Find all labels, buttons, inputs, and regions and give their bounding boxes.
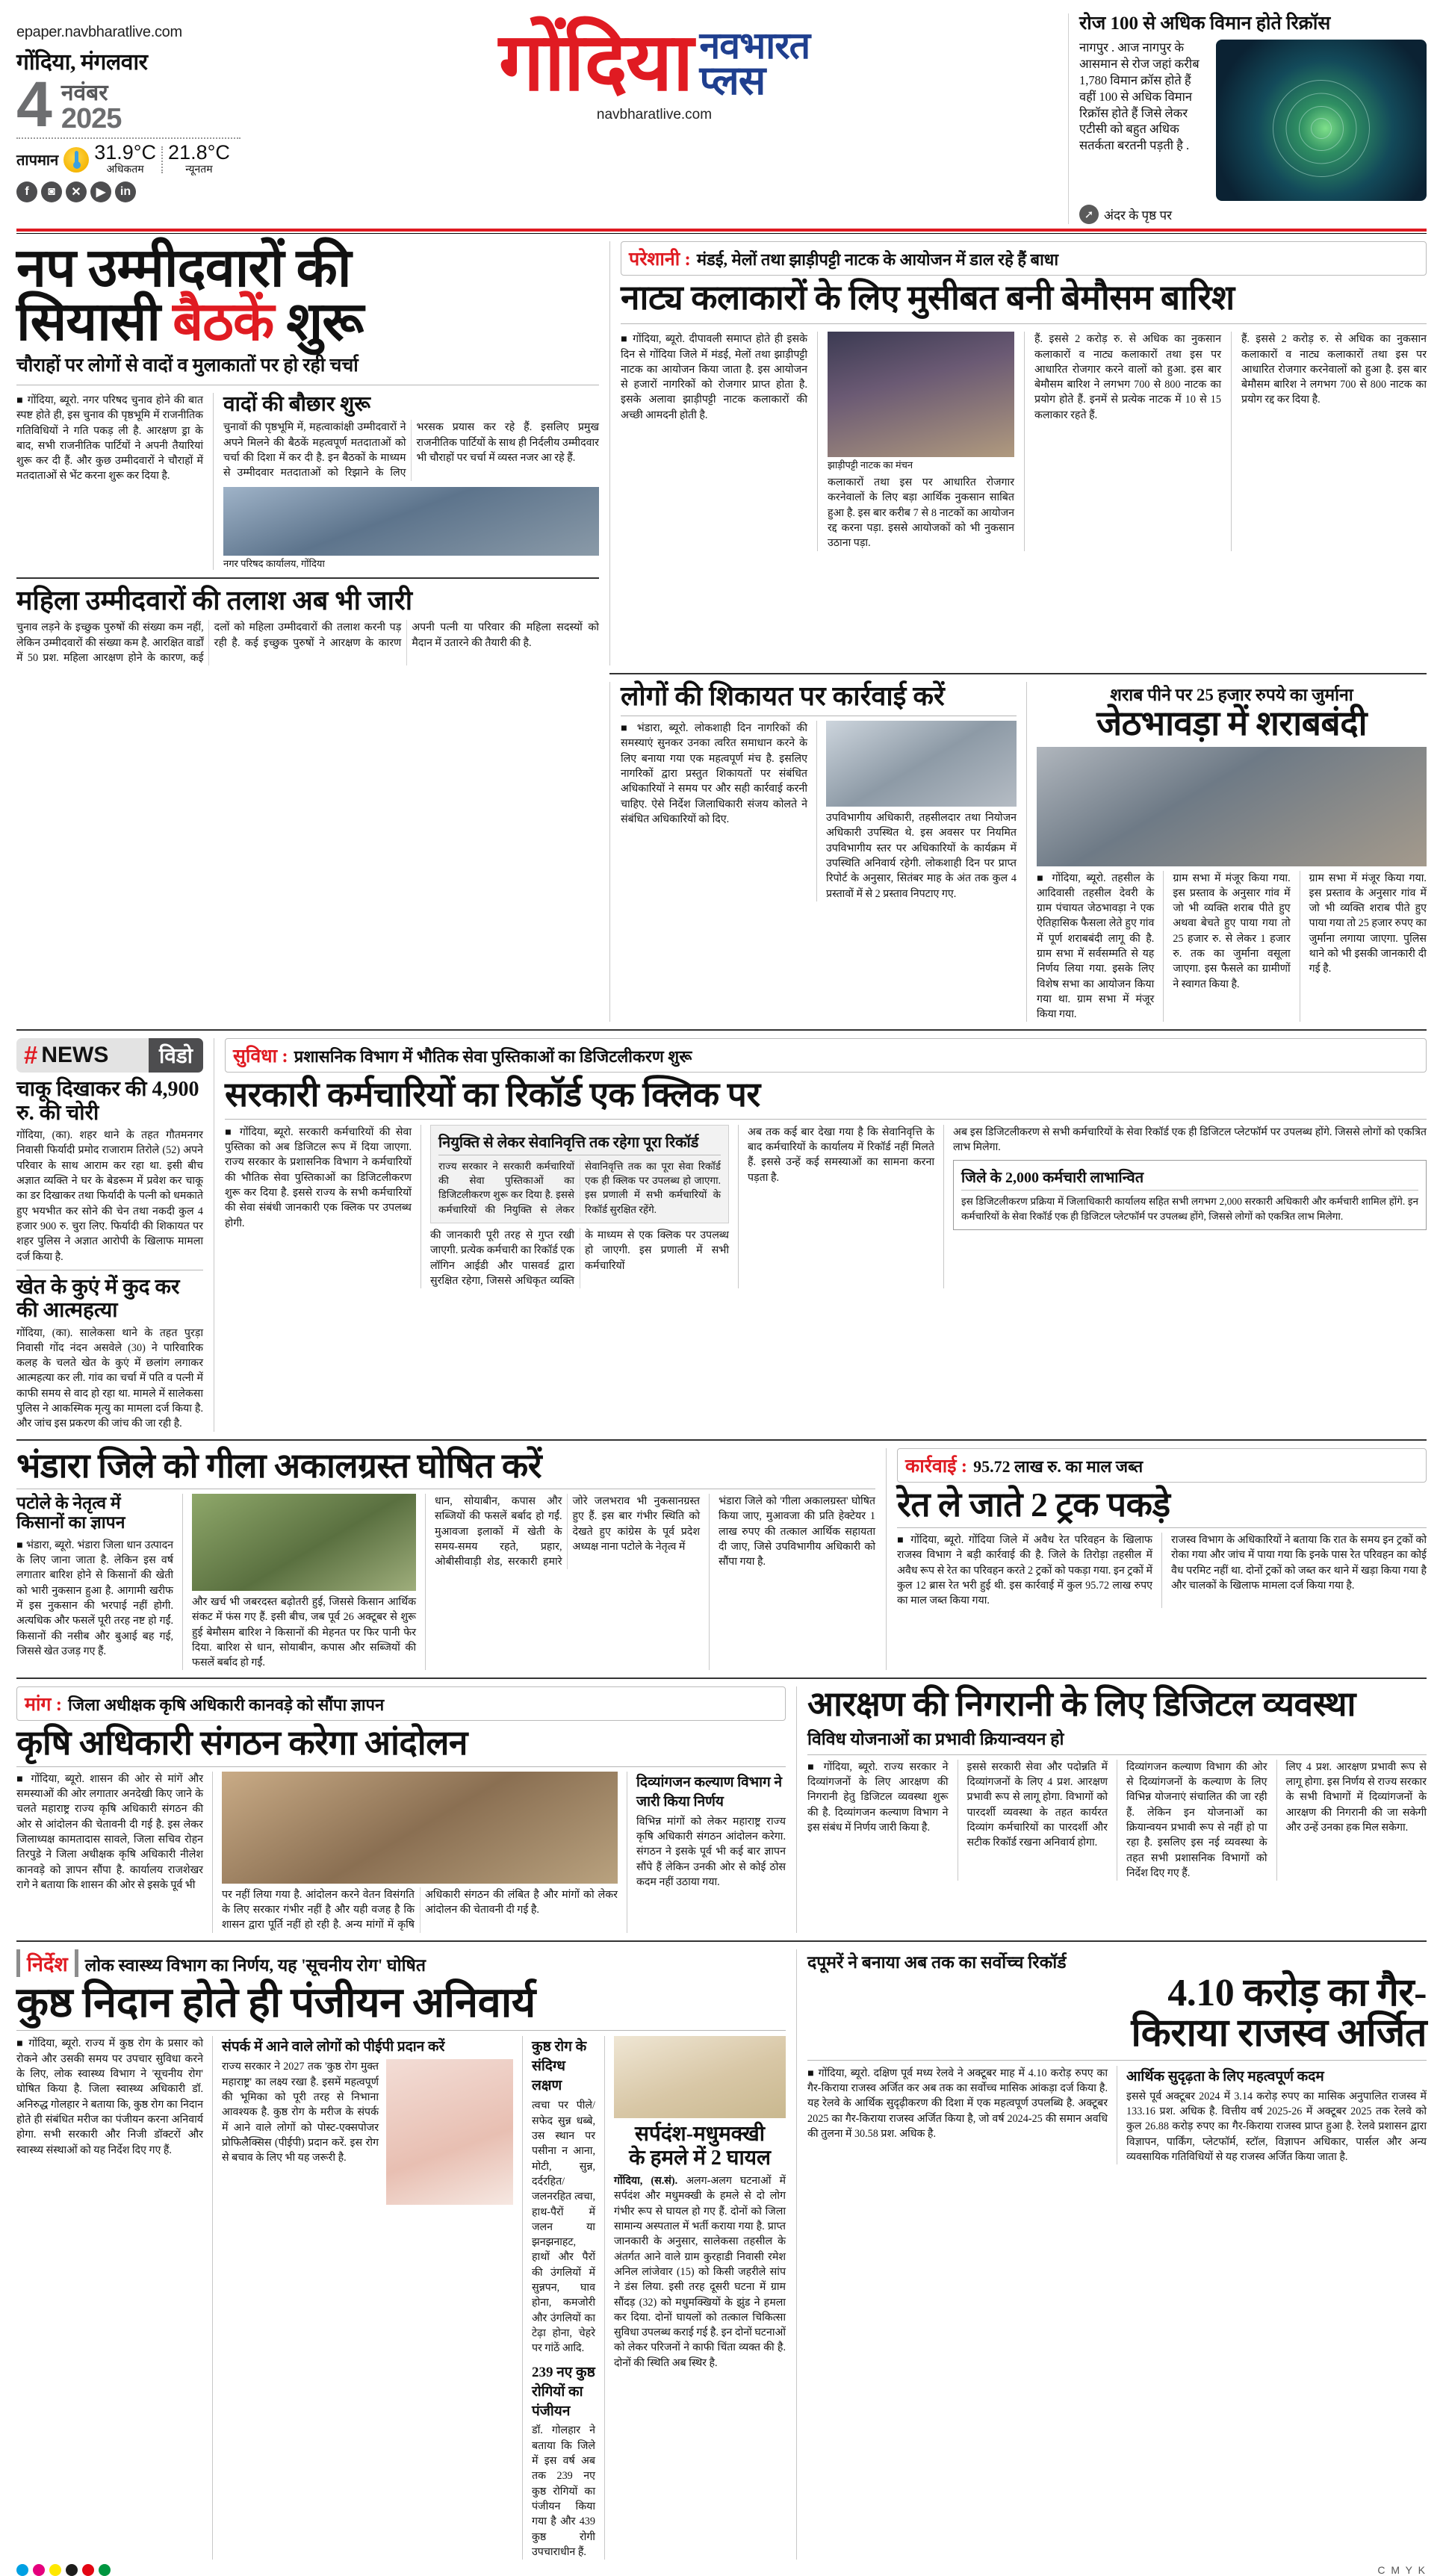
- complaint-col2: उपविभागीय अधिकारी, तहसीलदार तथा नियोजन अधिकारी उपस्थित थे. इस अवसर पर नियमित उपविभागीय स्तर पर अधिकारियों के कार्यक्रम में उपस्थिति अनिवार्य रहेगी. लोकशाही दिन पर प्राप्त रिपोर्ट के अनुसार, सितंबर माह के अंत तक कुल 4 प्रस्तावों में से 2 प्रस्ताव निपटाए गए.: [826, 812, 1017, 900]
- liquor-kicker: शराब पीने पर 25 हजार रुपये का जुर्माना: [1110, 686, 1353, 705]
- dr-col4: अब इस डिजिटलीकरण से सभी कर्मचारियों के सेवा रिकॉर्ड एक ही डिजिटल प्लेटफॉर्म पर उपलब्ध होंगे. जिससे लोगों को एकत्रित लाभ मिलेगा.: [953, 1126, 1427, 1154]
- railway-headline-line1: 4.10 करोड़ का गैर-: [1167, 1971, 1427, 2014]
- news-video-badge[interactable]: [16, 1038, 203, 1073]
- liquor-headline: जेठभावड़ा में शराबबंदी: [1096, 704, 1368, 743]
- drama-col-3: [1034, 332, 1221, 550]
- x-twitter-icon[interactable]: ✕: [66, 181, 87, 202]
- lead-headline-line1: नप उम्मीदवारों की: [16, 238, 351, 298]
- officials-meeting-photo: [826, 721, 1017, 807]
- reservation-deck: विविध योजनाओं का प्रभावी क्रियान्वयन हो: [807, 1729, 1064, 1748]
- leprosy-headline: कुष्ठ निदान होते ही पंजीयन अनिवार्य: [16, 1979, 536, 2026]
- lead-headline-line2c: शुरू: [273, 292, 364, 352]
- lead-story: [16, 238, 599, 665]
- footer-bar: [16, 2560, 1427, 2576]
- bhandara-col2: और खर्च भी जबरदस्त बढ़ोतरी हुई, जिससे किसान आर्थिक संकट में फंस गए हैं. इसी बीच, जब पूर्व 26 अक्टूबर से शुरू हुई बेमौसम बारिश ने किसानों की मेहनत पर फिर पानी फेर दिया. बारिश से धान, सोयाबीन, कपास और सब्जियों की फसलें बर्बाद हो गईं.: [192, 1595, 416, 1669]
- news-label: NEWS: [41, 1043, 109, 1068]
- nv-item2-body: गोंदिया, (का). सालेकसा थाने के तहत पुरड़ा निवासी गोंद नंदन असवेले (30) ने पारिवारिक कलह के चलते खेत के कुएं में छलांग लगाकर आत्महत्या कर ली. गांव का चर्चा में पति व पत्नी में काफी समय से वाद हो रहा था. मामले में सालेकसा पुलिस ने आकस्मिक मृत्यु का मामला दर्ज किया है. और जांच इस प्रकरण की जांच की जा रही है.: [16, 1326, 203, 1430]
- temp-max-value: 31.9°C: [94, 141, 157, 164]
- railway-kicker: दपूमरें ने बनाया अब तक का सर्वोच्च रिकॉर्ड: [807, 1952, 1067, 1972]
- railway-story: [807, 1949, 1427, 2560]
- lead-headline: [16, 238, 599, 352]
- youtube-icon[interactable]: ▶: [90, 181, 111, 202]
- digital-record-story: [225, 1038, 1427, 1431]
- drama-col1-text: ■ गोंदिया, ब्यूरो. दीपावली समाप्त होते ही इसके दिन से गोंदिया जिले में मंडई, मेलों तथा झाड़ीपट्टी नाटक का आयोजन किया जाता है. इस आयोजन से हजारों नागरिकों को रोजगार प्राप्त होता है. इसके अलावा झाड़ीपट्टी नाटक कलाकारों की अच्छी आमदनी होती है.: [621, 333, 807, 421]
- dr-box-body: राज्य सरकार ने सरकारी कर्मचारियों की सेवा पुस्तिकाओं का डिजिटलीकरण शुरू कर दिया है. इससे कर्मचारियों की नियुक्ति से लेकर सेवानिवृत्ति तक का पूरा सेवा रिकॉर्ड एक ही क्लिक पर उपलब्ध हो जाएगा. इस प्रणाली में सभी कर्मचारियों के रिकॉर्ड सुरक्षित रहेंगे.: [438, 1160, 721, 1215]
- sand-kicker-text: 95.72 लाख रु. का माल जब्त: [973, 1456, 1143, 1476]
- bhandara-headline: भंडारा जिले को गीला अकालग्रस्त घोषित करें: [16, 1446, 542, 1485]
- dr-info-box: [430, 1125, 729, 1223]
- dr-col1: ■ गोंदिया, ब्यूरो. सरकारी कर्मचारियों की सेवा पुस्तिका को अब डिजिटल रूप में दिया जाएगा. राज्य सरकार के प्रशासनिक विभाग ने कर्मचारियों की भौतिक सेवा पुस्तिकाओं का डिजिटलीकरण शुरू कर दिया है. इससे राज्य के सभी कर्मचारियों की सेवा संबंधी जानकारी एक क्लिक पर उपलब्ध होगी.: [225, 1126, 412, 1229]
- social-links: [16, 181, 241, 202]
- drama-kicker-text: मंडई, मेलों तथा झाड़ीपट्टी नाटक के आयोजन में डाल रहे हैं बाधा: [696, 250, 1059, 269]
- dr-col2: की जानकारी पूरी तरह से गुप्त रखी जाएगी. प्रत्येक कर्मचारी का रिकॉर्ड एक लॉगिन आईडी और पासवर्ड द्वारा सुरक्षित रहेगा, जिससे अधिकृत व्यक्ति के माध्यम से एक क्लिक पर उपलब्ध हो जाएगी. इस प्रणाली में सभी कर्मचारियों: [430, 1229, 729, 1287]
- drama-col-4: [1241, 332, 1427, 550]
- leprosy-col1: ■ गोंदिया, ब्यूरो. राज्य में कुष्ठ रोग के प्रसार को रोकने और उसकी समय पर उपचार सुविधा करने के लिए, लोक स्वास्थ्य विभाग ने 'सूचनीय रोग' घोषित किया है. जिला स्वास्थ्य अधिकारी डॉ. अनिरुद्ध गोलहार ने बताया कि, कुष्ठ रोग का निदान होते ही संबंधित मरीज का पंजीयन करना अनिवार्य होगा. सभी सरकारी और निजी डॉक्टरों और स्वास्थ्य संस्थाओं को यह निर्देश दिए गए हैं.: [16, 2037, 203, 2156]
- res-col1: ■ गोंदिया, ब्यूरो. राज्य सरकार ने दिव्यांगजनों के लिए आरक्षण की निगरानी हेतु डिजिटल व्यवस्था शुरू की है. दिव्यांगजन कल्याण विभाग ने इस संबंध में निर्णय जारी किया है.: [807, 1760, 949, 1834]
- bhandara-col1: ■ भंडारा, ब्यूरो. भंडारा जिला धान उत्पादन के लिए जाना जाता है. लेकिन इस वर्ष लगातार बारिश होने से किसानों की खेती को भारी नुकसान हुआ है. आगामी खरीफ में इस नुकसान की भरपाई नहीं होगी. अत्यधिक और फसलें पूरी तरह नष्ट हो गईं. किसानों की नसीब और बुआई बह गई, जिससे खेत उजड़ गए हैं.: [16, 1539, 173, 1657]
- thermometer-icon: [63, 147, 89, 173]
- sand-kicker-tag: कार्रवाई :: [905, 1456, 968, 1477]
- color-registration-dots: [16, 2564, 111, 2576]
- dr-headline: सरकारी कर्मचारियों का रिकॉर्ड एक क्लिक पर: [225, 1076, 760, 1114]
- sand-story: [897, 1448, 1427, 1671]
- complaint-headline: लोगों की शिकायत पर कार्रवाई करें: [621, 681, 945, 712]
- res-col4: लिए 4 प्रश. आरक्षण प्रभावी रूप से लागू होगा. इस निर्णय से राज्य सरकार के सभी विभागों में दिव्यांगजनों के आरक्षण की निगरानी की जा सकेगी और उन्हें उनका हक मिल सकेगा.: [1285, 1760, 1427, 1834]
- agri-col2: पर नहीं लिया गया है. आंदोलन करने वेतन विसंगति के लिए सरकार गंभीर नहीं है और यही वजह है कि शासन द्वारा पूर्ति नहीं हो रही है. अन्य मांगों में कृषि अधिकारी संगठन की लंबित है और मांगों को लेकर आंदोलन की चेतावनी दी गई है.: [222, 1888, 618, 1931]
- temperature-label: तापमान: [16, 152, 59, 169]
- date-year: 2025: [60, 103, 122, 134]
- reservation-story: [807, 1686, 1427, 1932]
- nv-item1-body: गोंदिया, (का). शहर थाने के तहत गौतमनगर निवासी फिर्यादी प्रमोद राजाराम तिरोले (52) अपने परिवार के साथ आराम कर रहा था. इसी बीच अज्ञात व्यक्ति ने घर के बेडरूम में प्रवेश कर चाकू का डर दिखाकर तथा फिर्यादी के पत्नी को धमकाते हुए भयभीत कर सोने की चेन तथा नकदी कुल 4 हजार 900 रु. चुरा लिए. फिर्यादी की शिकायत पर शहर पुलिस ने अज्ञात आरोपी के खिलाफ मामला दर्ज किया है.: [16, 1129, 203, 1263]
- bees-swarm-photo: [614, 2036, 786, 2118]
- leprosy-kicker: [16, 1949, 786, 1977]
- leprosy-pep-head: संपर्क में आने वाले लोगों को पीईपी प्रदान करें: [222, 2039, 445, 2055]
- promo-box[interactable]: [1068, 13, 1427, 224]
- leprosy-stat-body: डॉ. गोलहार ने बताया कि जिले में इस वर्ष अब तक 239 नए कुष्ठ रोगियों का पंजीयन किया गया है और 439 कुष्ठ रोगी उपचाराधीन हैं.: [532, 2424, 595, 2558]
- dot-red: [82, 2564, 94, 2576]
- row-two: [16, 682, 1427, 1022]
- lead-sub2-body: चुनाव लड़ने के इच्छुक पुरुषों की संख्या कम नहीं, लेकिन उम्मीदवारों की संख्या कम है. आरक्षित वार्डों में 50 प्रश. महिला आरक्षण होने के कारण, कई दलों को महिला उम्मीदवारों की तलाश करनी पड़ रही है. कई इच्छुक पुरुषों ने आरक्षण के कारण अपनी पत्नी या परिवार की महिला सदस्यों को मैदान में उतारने की तैयारी की है.: [16, 621, 599, 664]
- nv-item2-head: खेत के कुएं में कुद कर की आत्महत्या: [16, 1275, 180, 1323]
- temp-min-label: न्यूनतम: [185, 164, 213, 176]
- leprosy-symptoms-head: कुष्ठ रोग के संदिग्ध लक्षण: [532, 2039, 587, 2094]
- divider-vertical: [161, 146, 163, 173]
- news-video-sidebar: [16, 1038, 203, 1431]
- lead-headline-line2a: सियासी: [16, 292, 173, 352]
- lead-sub1-head: वादों की बौछार शुरू: [223, 393, 371, 416]
- sand-kicker: [897, 1448, 1427, 1483]
- lead-col-1: [16, 393, 203, 570]
- res-col3: दिव्यांगजन कल्याण विभाग की ओर से दिव्यांगजनों के कल्याण के लिए विभिन्न योजनाएं संचालित की जा रही हैं. लेकिन इन योजनाओं का क्रियान्वयन प्रभावी रूप से नहीं हो पा रहा है. इसलिए इस नई व्यवस्था के तहत सभी प्रशासनिक विभागों को निर्देश दिए गए हैं.: [1126, 1760, 1267, 1879]
- bhandara-story: [16, 1448, 875, 1671]
- memorandum-handover-photo: [222, 1772, 618, 1884]
- temperature-block: [16, 143, 241, 176]
- railway-headline: [807, 1973, 1427, 2055]
- agri-col1: ■ गोंदिया, ब्यूरो. शासन की ओर से मांगें और समस्याओं की ओर लगातार अनदेखी किए जाने के चलते महाराष्ट्र राज्य कृषि अधिकारी संगठन की ओर से आंदोलन की चेतावनी दी गई है. इस लेकर जिलाध्यक्ष कामतादास सावले, जिला सचिव रोहन तिरपुडे ने जिला अधीक्षक कृषि अधिकारी नीलेश कानवड़े को ज्ञापन सौंपा है. कार्यालय राजशेखर रागे ने बताया कि शासन की ओर से इसके पूर्व भी: [16, 1772, 203, 1891]
- dr-box-head: नियुक्ति से लेकर सेवानिवृत्ति तक रहेगा पूरा रिकॉर्ड: [438, 1132, 721, 1155]
- row-three: [16, 1038, 1427, 1431]
- dot-cyan: [16, 2564, 28, 2576]
- drama-photo-caption: झाड़ीपट्टी नाटक का मंचन: [828, 459, 913, 471]
- dr-kicker-tag: सुविधा :: [233, 1046, 288, 1067]
- drama-photo-col: [828, 332, 1014, 550]
- lead-headline-highlight: बैठकें: [173, 292, 274, 352]
- drama-kicker: [621, 241, 1427, 276]
- snakebite-headline-line1: सर्पदंश-मधुमक्खी: [634, 2123, 766, 2147]
- promo-headline: रोज 100 से अधिक विमान होते रिक्रॉस: [1079, 13, 1331, 34]
- epaper-url[interactable]: epaper.navbharatlive.com: [16, 24, 182, 40]
- hand-skin-patch-illustration: [386, 2059, 513, 2205]
- leprosy-pep-body: राज्य सरकार ने 2027 तक 'कुष्ठ रोग मुक्त महाराष्ट्र' का लक्ष्य रखा है. इसमें महत्वपूर्ण की भूमिका को पूरी तरह से निभाना आवश्यक है. कुष्ठ रोग के मरीज के संपर्क में आने वाले लोगों को पोस्ट-एक्सपोजर प्रोफिलैक्सिस (पीईपी) प्रदान करें. इस रोग से बचाव के लिए भी यह जरूरी है.: [222, 2061, 379, 2164]
- drama-kicker-tag: परेशानी :: [629, 249, 691, 270]
- bhandara-deck: [16, 1494, 173, 1533]
- cs-box-body: इस डिजिटलीकरण प्रक्रिया में जिलाधिकारी कार्यालय सहित सभी लगभग 2,000 सरकारी अधिकारी और कर्मचारी शामिल होंगे. इन कर्मचारियों के सेवा रिकॉर्ड एक ही डिजिटल प्लेटफॉर्म पर उपलब्ध होंगे, जिससे लोगों को एकत्रित लाभ मिलेगा.: [961, 1196, 1418, 1222]
- dr-kicker: [225, 1038, 1427, 1073]
- row-five: [16, 1686, 1427, 1932]
- instagram-icon[interactable]: ◙: [41, 181, 62, 202]
- snakebite-headline: [614, 2123, 786, 2170]
- facebook-icon[interactable]: f: [16, 181, 37, 202]
- city-weekday: गोंदिया, मंगलवार: [16, 50, 148, 75]
- temp-max-label: अधिकतम: [106, 164, 144, 176]
- row-lead: [16, 238, 1427, 665]
- row-two-right: [621, 682, 1427, 1022]
- dot-black: [66, 2564, 78, 2576]
- snakebite-dateline: गोंदिया, (स.सं).: [614, 2175, 678, 2188]
- leprosy-symptoms-body: त्वचा पर पीले/सफेद सुन्न धब्बे, उस स्थान पर पसीना न आना, मोटी, सुन्न, दर्दरहित/जलनरहित त्वचा, हाथ-पैरों में जलन या झनझनाहट, हाथों और पैरों की उंगलियों में सुन्नपन, घाव होना, कमजोरी और उंगलियों का टेढ़ा होना, चेहरे पर गांठें आदि.: [532, 2099, 595, 2355]
- drama-story: [621, 241, 1427, 665]
- res-col2: इससे सरकारी सेवा और पदोन्नति में दिव्यांगजनों के लिए 4 प्रश. आरक्षण प्रभावी रूप से लागू होगा. विभागों को पारदर्शी व्यवस्था के तहत कार्यरत दिव्यांग कर्मचारियों का पारदर्शी और सटीक रिकॉर्ड रखना अनिवार्य होगा.: [966, 1760, 1108, 1849]
- reservation-headline: आरक्षण की निगरानी के लिए डिजिटल व्यवस्था: [807, 1685, 1356, 1724]
- date-month: नवंबर: [60, 81, 108, 105]
- agri-sidebar-body: विभिन्न मांगों को लेकर महाराष्ट्र राज्य कृषि अधिकारी संगठन आंदोलन करेगा. संगठन ने इसके पूर्व भी कई बार ज्ञापन सौंपे हैं लेकिन उनकी ओर से कोई ठोस कदम नहीं उठाया गया.: [636, 1815, 786, 1888]
- dot-yellow: [49, 2564, 61, 2576]
- agri-kicker: [16, 1686, 786, 1721]
- dr-kicker-text: प्रशासनिक विभाग में भौतिक सेवा पुस्तिकाओं का डिजिटलीकरण शुरू: [294, 1047, 692, 1067]
- logo-gondia-text: गोंदिया: [498, 19, 692, 108]
- nv-item1-head: चाकू दिखाकर की 4,900 रु. की चोरी: [16, 1078, 199, 1125]
- agri-headline: कृषि अधिकारी संगठन करेगा आंदोलन: [16, 1724, 468, 1763]
- logo-plus-text: प्लस: [699, 58, 766, 103]
- drama-col3-text: हैं. इससे 2 करोड़ रु. से अधिक का नुकसान कलाकारों व नाट्य कलाकारों तथा इस पर आधारित रोजगार करने वालों को हुआ. इस बार बेमौसम बारिश ने लगभग 700 से 800 नाटक का प्रयोग होते हैं. इनमें से प्रत्येक नाटक में 10 से 15 कलाकार रहते हैं.: [1034, 333, 1221, 421]
- temp-min-value: 21.8°C: [168, 141, 230, 164]
- dot-green: [99, 2564, 111, 2576]
- linkedin-icon[interactable]: in: [115, 181, 136, 202]
- liquor-story: [1037, 682, 1427, 1022]
- village-gathering-photo: [1037, 747, 1427, 866]
- news-badge-label: [16, 1038, 149, 1073]
- logo-navbharat-text: नवभारत: [699, 24, 810, 66]
- liquor-col3: ग्राम सभा में मंजूर किया गया. इस प्रस्ताव के अनुसार गांव में जो भी व्यक्ति शराब पीते हुए पाया गया तो 25 हजार रुपए का जुर्माना लगाया जाएगा. पुलिस थाने को भी इसकी जानकारी दी गई है.: [1309, 872, 1427, 975]
- masthead-left: [16, 13, 241, 224]
- lead-deck: चौराहों पर लोगों से वादों व मुलाकातों पर हो रही चर्चा: [16, 356, 359, 376]
- leprosy-story: [16, 1949, 786, 2560]
- masthead: [16, 0, 1427, 224]
- date-day: 4: [16, 69, 52, 141]
- snakebite-story: [614, 2036, 786, 2560]
- agri-kicker-tag: मांग :: [25, 1695, 63, 1716]
- leprosy-stat-head: 239 नए कुष्ठ रोगियों का पंजीयन: [532, 2365, 595, 2420]
- snakebite-body: [614, 2173, 786, 2371]
- row-four: [16, 1448, 1427, 1671]
- arrow-icon: ➚: [1079, 205, 1099, 224]
- snakebite-headline-line2: के हमले में 2 घायल: [629, 2146, 771, 2170]
- cmyk-label: C M Y K: [1377, 2564, 1427, 2576]
- complaint-story: [621, 682, 1017, 1022]
- drama-col-1: [621, 332, 807, 550]
- liquor-col1: ■ गोंदिया, ब्यूरो. तहसील के आदिवासी तहसील देवरी के ग्राम पंचायत जेठभावड़ा ने एक ऐतिहासिक फैसला लेते हुए गांव में पूर्ण शराबबंदी लागू की है. ग्राम सभा में सर्वसम्मति से यह निर्णय लिया गया. इसके लिए विशेष सभा का आयोजन किया गया था. ग्राम सभा में मंजूर किया गया.: [1037, 872, 1155, 1021]
- agri-kicker-text: जिला अधीक्षक कृषि अधिकारी कानवड़े को सौंपा ज्ञापन: [68, 1695, 385, 1715]
- council-office-photo: [223, 487, 599, 556]
- railway-col1: ■ गोंदिया, ब्यूरो. दक्षिण पूर्व मध्य रेलवे ने अक्टूबर माह में 4.10 करोड़ रुपए का गैर-किराया राजस्व अर्जित कर अब तक का सर्वोच्च मासिक आंकड़ा दर्ज किया है. यह रेलवे के आर्थिक सुदृढ़ीकरण की दिशा में एक महत्वपूर्ण उपलब्धि है. अक्टूबर 2025 का गैर-किराया राजस्व अर्जित किया है, जो वर्ष 2024-25 की समान अवधि की तुलना में 30.58 प्रश. अधिक है.: [807, 2067, 1108, 2140]
- drama-col2-text: कलाकारों तथा इस पर आधारित रोजगार करनेवालों के लिए बड़ा आर्थिक नुकसान साबित हुआ है. इस बार करीब 7 से 8 नाटकों का आयोजन रद्द करना पड़ा. इससे आयोजकों को भी नुकसान उठाना पड़ा.: [828, 477, 1014, 550]
- bhandara-col3: धान, सोयाबीन, कपास और सब्जियों की फसलें बर्बाद हो गईं. मुआवजा इलाकों में खेती के समय-समय रहते, प्रहार, ओबीसीवाड़ी शेड, सरकारी हमारे जोरे जलभराव भी नुकसानग्रस्त हुए हैं. इस बार गंभीर स्थिति को देखते हुए कांग्रेस के पूर्व प्रदेश अध्यक्ष नाना पटोले के नेतृत्व में: [435, 1495, 700, 1568]
- video-label[interactable]: विडो: [149, 1038, 203, 1073]
- cs-box-head: जिले के 2,000 कर्मचारी लाभान्वित: [961, 1167, 1418, 1191]
- lead-col1-text: ■ गोंदिया, ब्यूरो. नगर परिषद चुनाव होने की बात स्पष्ट होते ही, इस चुनाव की पृष्ठभूमि में राजनीतिक गतिविधियों ने गति पकड़ ली है. आरक्षण ड्रा के बाद, सभी राजनीतिक पार्टियों ने अपनी तैयारियां शुरू कर दी हैं. और कुछ उम्मीदवारों ने चौराहों में मतदाताओं से भेंट करना शुरू कर दिया है.: [16, 394, 203, 482]
- drama-stage-photo: [828, 332, 1014, 457]
- hash-icon: #: [24, 1041, 38, 1070]
- drama-col4-text: हैं. इससे 2 करोड़ रु. से अधिक का नुकसान कलाकारों व नाट्य कलाकारों तथा इस पर आधारित रोजगार करनेवालों को हुआ है. इस बार बेमौसम बारिश ने लगभग 700 से 800 नाटक का प्रयोग रद्द कर दिया है.: [1241, 333, 1427, 406]
- website-url[interactable]: navbharatlive.com: [596, 106, 713, 122]
- drama-headline: नाट्य कलाकारों के लिए मुसीबत बनी बेमौसम बारिश: [621, 279, 1235, 317]
- sand-headline: रेत ले जाते 2 ट्रक पकड़े: [897, 1485, 1170, 1524]
- masthead-logo: [241, 13, 1068, 224]
- sand-col2: राजस्व विभाग के अधिकारियों ने बताया कि रात के समय इन ट्रकों को रोका गया और जांच में पाया गया कि इनके पास रेत परिवहन का कोई वैध परमिट नहीं था. दोनों ट्रकों को जब्त कर थाने में खड़ा किया गया है और चालकों के खिलाफ मामला दर्ज किया गया है.: [1171, 1533, 1427, 1592]
- dot-magenta: [33, 2564, 45, 2576]
- farmers-protest-photo: [192, 1494, 416, 1591]
- complaint-sidebar-box: [953, 1160, 1427, 1230]
- sand-col1: ■ गोंदिया, ब्यूरो. गोंदिया जिले में अवैध रेत परिवहन के खिलाफ राजस्व विभाग ने बड़ी कार्रवाई की है. जिले के तिरोड़ा तहसील में अवैध रूप से रेत का परिवहन करते 2 ट्रकों को पकड़ा गया. इन ट्रकों में कुल 12 ब्रास रेत भरी हुई थी. इस कार्रवाई में कुल 95.72 लाख रुपए का माल जब्त किया गया.: [897, 1533, 1152, 1607]
- promo-body: नागपुर . आज नागपुर के आसमान से रोज जहां करीब 1,780 विमान क्रॉस होते हैं वहीं 100 से अधिक विमान रिक्रॉस होते हैं जिसे लेकर एटीसी को बहुत अधिक सतर्कता बरतनी पड़ती है .: [1079, 40, 1200, 153]
- date-block: [16, 69, 241, 141]
- leprosy-kicker-tag: निर्देश: [16, 1949, 78, 1977]
- complaint-col1: ■ भंडारा, ब्यूरो. लोकशाही दिन नागरिकों की समस्याएं सुनकर उनका त्वरित समाधान करने के लिए बनाया गया एक महत्वपूर्ण मंच है. इसलिए नागरिकों द्वारा प्रस्तुत शिकायतों पर संबंधित अधिकारियों ने समय पर और सही कार्रवाई करनी चाहिए. ऐसे निर्देश जिलाधिकारी संजय कोलते ने संबंधित अधिकारियों को दिए.: [621, 722, 807, 825]
- agri-sidebar-head: दिव्यांगजन कल्याण विभाग ने जारी किया निर्णय: [636, 1774, 782, 1810]
- bhandara-col4: भंडारा जिले को 'गीला अकालग्रस्त' घोषित किया जाए, मुआवजा की प्रति हेक्टेयर 1 लाख रुपए की तत्काल आर्थिक सहायता दी जाए, जिसे उपविभागीय अधिकारी को सौंपा गया है.: [719, 1495, 875, 1568]
- snakebite-text: अलग-अलग घटनाओं में सर्पदंश और मधुमक्खी के हमले से दो लोग गंभीर रूप से घायल हो गए हैं. दोनों को जिला सामान्य अस्पताल में भर्ती कराया गया है. प्राप्त जानकारी के अनुसार, सालेकसा तहसील के अंतर्गत आने वाले ग्राम कुरहाडी निवासी रमेश अनिल लांजेवार (15) को किसी जहरीले सांप ने डंस लिया. इसी तरह दूसरी घटना में ग्राम सौंदड़ (32) को मधुमक्खियों के झुंड ने हमला कर दिया. दोनों घायलों को तत्काल चिकित्सा सुविधा उपलब्ध कराई गई है. इन दोनों घटनाओं को लेकर परिजनों ने काफी चिंता व्यक्त की है. दोनों की स्थिति अब स्थिर है.: [614, 2175, 786, 2369]
- railway-sub-head: आर्थिक सुदृढ़ता के लिए महत्वपूर्ण कदम: [1126, 2068, 1324, 2085]
- row-six: [16, 1949, 1427, 2560]
- agri-story: [16, 1686, 786, 1932]
- dr-col3: अब तक कई बार देखा गया है कि सेवानिवृत्ति के बाद कर्मचारियों के कार्यालय में रिकॉर्ड नहीं मिलते हैं. इससे उन्हें कई समस्याओं का सामना करना पड़ता है.: [748, 1126, 934, 1184]
- lead-photo-caption: नगर परिषद कार्यालय, गोंदिया: [223, 557, 325, 569]
- railway-col2: इससे पूर्व अक्टूबर 2024 में 3.14 करोड़ रुपए का मासिक अनुपालित राजस्व में 133.16 प्रश. अधिक है. वित्तीय वर्ष 2025-26 में अक्टूबर 2025 तक रेलवे को कुल 26.88 करोड़ रुपए का गैर-किराया राजस्व प्राप्त हुआ है. रेलवे प्रशासन द्वारा विज्ञापन, पार्किंग, प्लेटफॉर्म, स्टॉल, विज्ञापन अधिकार, पार्सल और अन्य व्यवसायिक गतिविधियों से यह राजस्व अर्जित किया जाता है.: [1126, 2090, 1427, 2163]
- bhandara-deck-text: किसानों का ज्ञापन: [16, 1513, 125, 1533]
- divider-red: [16, 229, 1427, 232]
- radar-photo: [1216, 40, 1427, 201]
- bhandara-deck-tag: पटोले के नेतृत्व में: [16, 1493, 121, 1512]
- railway-headline-line2: किराया राजस्व अर्जित: [1131, 2012, 1427, 2055]
- promo-more-label[interactable]: अंदर के पृष्ठ पर: [1104, 208, 1173, 223]
- leprosy-kicker-text: लोक स्वास्थ्य विभाग का निर्णय, यह 'सूचनीय रोग' घोषित: [84, 1955, 426, 1975]
- lead-sub1-body: चुनावों की पृष्ठभूमि में, महत्वाकांक्षी उम्मीदवारों ने अपने मिलने की बैठकें महत्वपूर्ण मतदाताओं को चर्चा की दिशा में कर दी है. इन बैठकों के माध्यम से उम्मीदवार मतदाताओं को रिझाने के लिए भरसक प्रयास कर रहे हैं. इसलिए प्रमुख राजनीतिक पार्टियों के साथ ही निर्दलीय उम्मीदवार भी चौराहों पर चर्चा में व्यस्त नजर आ रहे हैं.: [223, 421, 599, 479]
- lead-sub2-head: महिला उम्मीदवारों की तलाश अब भी जारी: [16, 586, 413, 616]
- liquor-col2: ग्राम सभा में मंजूर किया गया. इस प्रस्ताव के अनुसार गांव में जो भी व्यक्ति शराब पीते हुए अथवा बेचते हुए पाया गया तो 25 हजार रु. से लेकर 1 हजार रु. तक का जुर्माना वसूला जाएगा. इस फैसले का ग्रामीणों ने स्वागत किया है.: [1173, 872, 1291, 990]
- divider-thin: [16, 233, 1427, 234]
- lead-col-2: [223, 393, 599, 570]
